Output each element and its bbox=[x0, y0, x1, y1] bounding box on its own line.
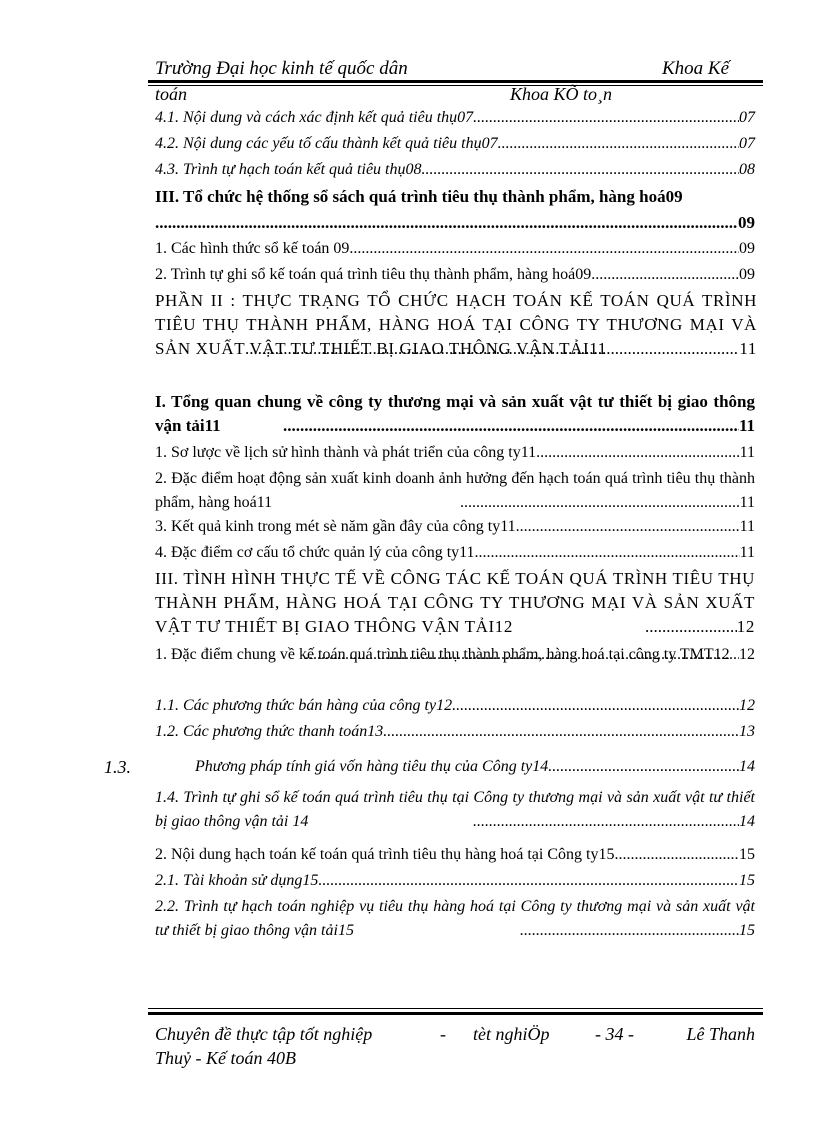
toc-entry-1-dac-diem-chung: 1. Đặc điểm chung về kế toán quá trình tiêu thụ thành phẩm, hàng hoá tại công ty TMT12 ..... 12 bbox=[155, 643, 755, 667]
footer-garbled: tèt nghiÖp bbox=[473, 1024, 550, 1044]
toc-entry-2-noi-dung: 2. Nội dung hạch toán kế toán quá trình tiêu thụ hàng hoá tại Công ty15 ..... 15 bbox=[155, 843, 755, 867]
toc-entry-i-tong-quan: I. Tổng quan chung về công ty thương mại và sản xuất vật tư thiết bị giao thông vận tải11 ..... 11 bbox=[155, 390, 755, 438]
footer-title: Chuyên đề thực tập tốt nghiệp bbox=[155, 1024, 373, 1044]
toc-entry-1-2: 1.2. Các phương thức thanh toán13 ..... 13 bbox=[155, 720, 755, 744]
toc-entry-2-1: 2.1. Tài khoản sử dụng15 ..... 15 bbox=[155, 869, 755, 893]
toc-entry-4-3: 4.3. Trình tự hạch toán kết quả tiêu thụ08 ..... 08 bbox=[155, 158, 755, 182]
footer-author-cont: Thuỷ - Kế toán 40B bbox=[155, 1048, 296, 1068]
header-school-line bbox=[155, 58, 729, 80]
toc-entry-iii-tinh-hinh: III. TÌNH HÌNH THỰC TẾ VỀ CÔNG TÁC KẾ TOÁN QUÁ TRÌNH TIÊU THỤ THÀNH PHẨM, HÀNG HOÁ TẠI CÔNG TY THƯƠNG MẠI VÀ SẢN XUẤT VẬT TƯ THIẾT BỊ GIAO THÔNG VẬN TẢI12 ..... 12 bbox=[155, 567, 755, 639]
toc-entry-2-dac-diem: 2. Đặc điểm hoạt động sản xuất kinh doanh ảnh hưởng đến hạch toán quá trình tiêu thụ thành phẩm, hàng hoá11 ..... 11 bbox=[155, 467, 755, 515]
header-dept-garbled: Khoa KÕ to¸n bbox=[510, 84, 613, 104]
toc-entry-2-2: 2.2. Trình tự hạch toán nghiệp vụ tiêu thụ hàng hoá tại Công ty thương mại và sản xuất vật tư thiết bị giao thông vận tải15 ..... 15 bbox=[155, 895, 755, 943]
footer-rule-thick bbox=[148, 1012, 763, 1015]
footer-page-number: - 34 - bbox=[595, 1024, 634, 1044]
header-rule-thick bbox=[148, 80, 763, 83]
toc-entry-1-hinh-thuc: 1. Các hình thức sổ kế toán 09 ..... 09 bbox=[155, 237, 755, 261]
toc-entry-3-ket-qua: 3. Kết quả kinh trong mét sè năm gần đây của công ty11 ..... 11 bbox=[155, 515, 755, 539]
footer bbox=[155, 1022, 755, 1070]
toc-entry-4-2: 4.2. Nội dung các yếu tố cấu thành kết quả tiêu thụ07 ..... 07 bbox=[155, 132, 755, 156]
toc-entry-4-1: 4.1. Nội dung và cách xác định kết quả tiêu thụ07 ..... 07 bbox=[155, 106, 755, 130]
toc-entry-iii-so-sach: III. Tổ chức hệ thống sổ sách quá trình tiêu thụ thành phẩm, hàng hoá09 ..... 09 bbox=[155, 184, 755, 236]
toc-entry-1-1: 1.1. Các phương thức bán hàng của công ty12 ..... 12 bbox=[155, 694, 755, 718]
toc-entry-4-co-cau: 4. Đặc điểm cơ cấu tổ chức quản lý của công ty11 ..... 11 bbox=[155, 541, 755, 565]
toc-entry-1-so-luoc: 1. Sơ lược về lịch sử hình thành và phát triển của công ty11 ..... 11 bbox=[155, 441, 755, 465]
toc-entry-1-3: Phương pháp tính giá vốn hàng tiêu thụ của Công ty14 ..... 14 bbox=[195, 755, 755, 779]
toc-number-1-3: 1.3. bbox=[104, 757, 131, 777]
toc-entry-2-trinh-tu: 2. Trình tự ghi sổ kế toán quá trình tiêu thụ thành phẩm, hàng hoá09 ..... 09 bbox=[155, 263, 755, 287]
header-dept-line bbox=[155, 84, 655, 105]
footer-dash: - bbox=[440, 1024, 446, 1044]
toc-entry-phan-ii: PHẦN II : THỰC TRẠNG TỔ CHỨC HẠCH TOÁN KẾ TOÁN QUÁ TRÌNH TIÊU THỤ THÀNH PHẨM, HÀNG HOÁ TẠI CÔNG TY THƯƠNG MẠI VÀ SẢN XUẤT VẬT TƯ THIẾT BỊ GIAO THÔNG VẬN TẢI11 ..... 11 bbox=[155, 289, 757, 361]
footer-author: Lê Thanh bbox=[686, 1024, 755, 1044]
header-dept-cont: toán bbox=[155, 84, 188, 104]
header-dept: Khoa Kế bbox=[661, 58, 729, 79]
toc-entry-1-4: 1.4. Trình tự ghi sổ kế toán quá trình tiêu thụ tại Công ty thương mại và sản xuất vật tư thiết bị giao thông vận tải 14 ..... 14 bbox=[155, 786, 755, 834]
header-school: Trường Đại học kinh tế quốc dân bbox=[155, 58, 408, 79]
footer-rule-thin bbox=[148, 1008, 763, 1009]
